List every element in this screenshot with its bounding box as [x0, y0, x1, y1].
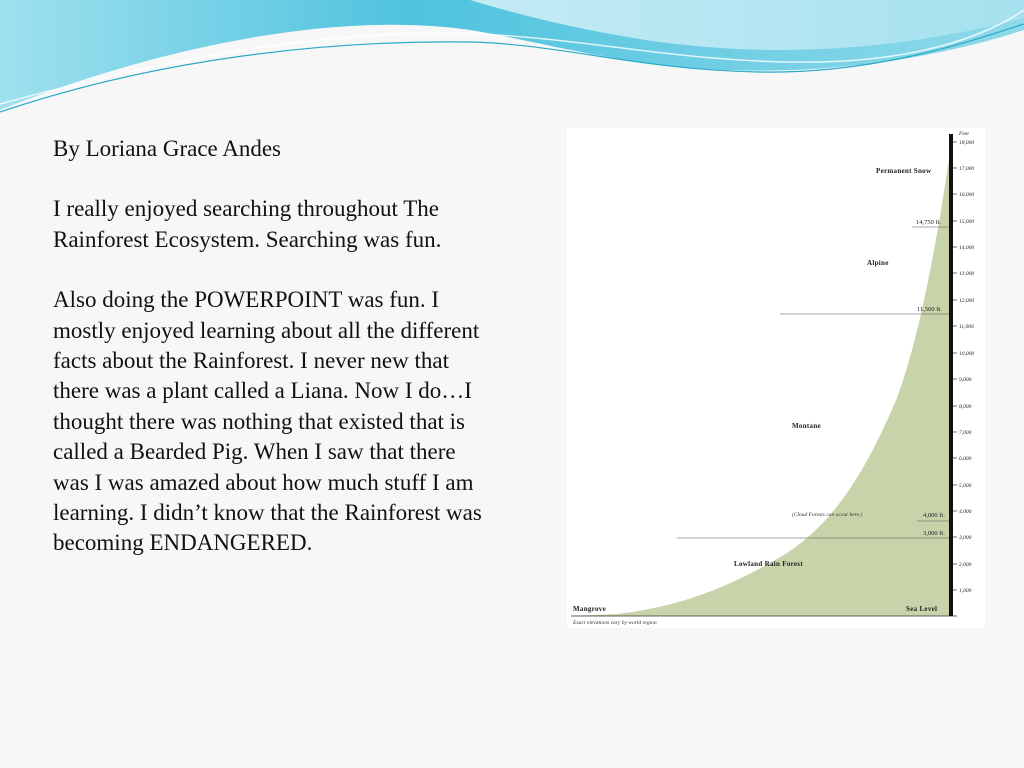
tick-label: 4,000 [959, 509, 972, 515]
tick-label: 18,000 [959, 140, 975, 146]
author-byline: By Loriana Grace Andes [53, 136, 282, 161]
tick-label: 3,000 [959, 535, 972, 541]
tick-label: 10,000 [959, 351, 975, 357]
elevation-ruler [949, 134, 953, 616]
wave-banner [0, 0, 1024, 120]
marker-label-4000: 4,000 ft. [923, 512, 945, 519]
scale-unit-label: Feet [959, 131, 969, 137]
zone-label-montane: Montane [792, 422, 821, 430]
elevation-figure [567, 128, 985, 628]
tick-label: 12,000 [959, 298, 975, 304]
tick-label: 13,000 [959, 271, 975, 277]
marker-label-3000: 3,000 ft. [923, 530, 945, 537]
tick-label: 7,000 [959, 430, 972, 436]
tick-label: 17,000 [959, 166, 975, 172]
tick-label: 9,000 [959, 377, 972, 383]
paragraph-learning: Also doing the POWERPOINT was fun. I mostly enjoyed learning about all the different facts about the Rainforest. I never new that there was a plant called a Liana. Now I do…I thought there was nothing that existed that is called a Bearded Pig. When I saw that there was I was amazed about how much stuff I am learning. I didn’t know that the Rainforest was becoming ENDANGERED. [53, 287, 482, 556]
paragraph-searching: I really enjoyed searching throughout The Rainforest Ecosystem. Searching was fun. [53, 196, 442, 252]
zone-label-sea-level: Sea Level [906, 605, 938, 613]
tick-label: 5,000 [959, 483, 972, 489]
marker-label-11500: 11,500 ft. [917, 306, 942, 313]
tick-label: 16,000 [959, 192, 975, 198]
zone-label-lowland: Lowland Rain Forest [734, 560, 803, 568]
zone-label-mangrove: Mangrove [573, 605, 606, 613]
tick-label: 8,000 [959, 404, 972, 410]
cloud-forest-note: (Cloud Forests can occur here.) [792, 512, 863, 518]
terrain-profile [571, 150, 951, 616]
figure-footnote: Exact elevations vary by world region [573, 620, 657, 626]
zone-label-permanent-snow: Permanent Snow [876, 167, 932, 175]
tick-label: 1,000 [959, 588, 972, 594]
tick-label: 11,000 [959, 324, 974, 330]
tick-label: 15,000 [959, 219, 975, 225]
body-text [53, 134, 493, 589]
marker-label-14750: 14,750 ft. [916, 219, 942, 226]
zone-label-alpine: Alpine [867, 259, 889, 267]
elevation-diagram [567, 128, 985, 628]
tick-label: 2,000 [959, 562, 972, 568]
tick-label: 6,000 [959, 456, 972, 462]
tick-label: 14,000 [959, 245, 975, 251]
